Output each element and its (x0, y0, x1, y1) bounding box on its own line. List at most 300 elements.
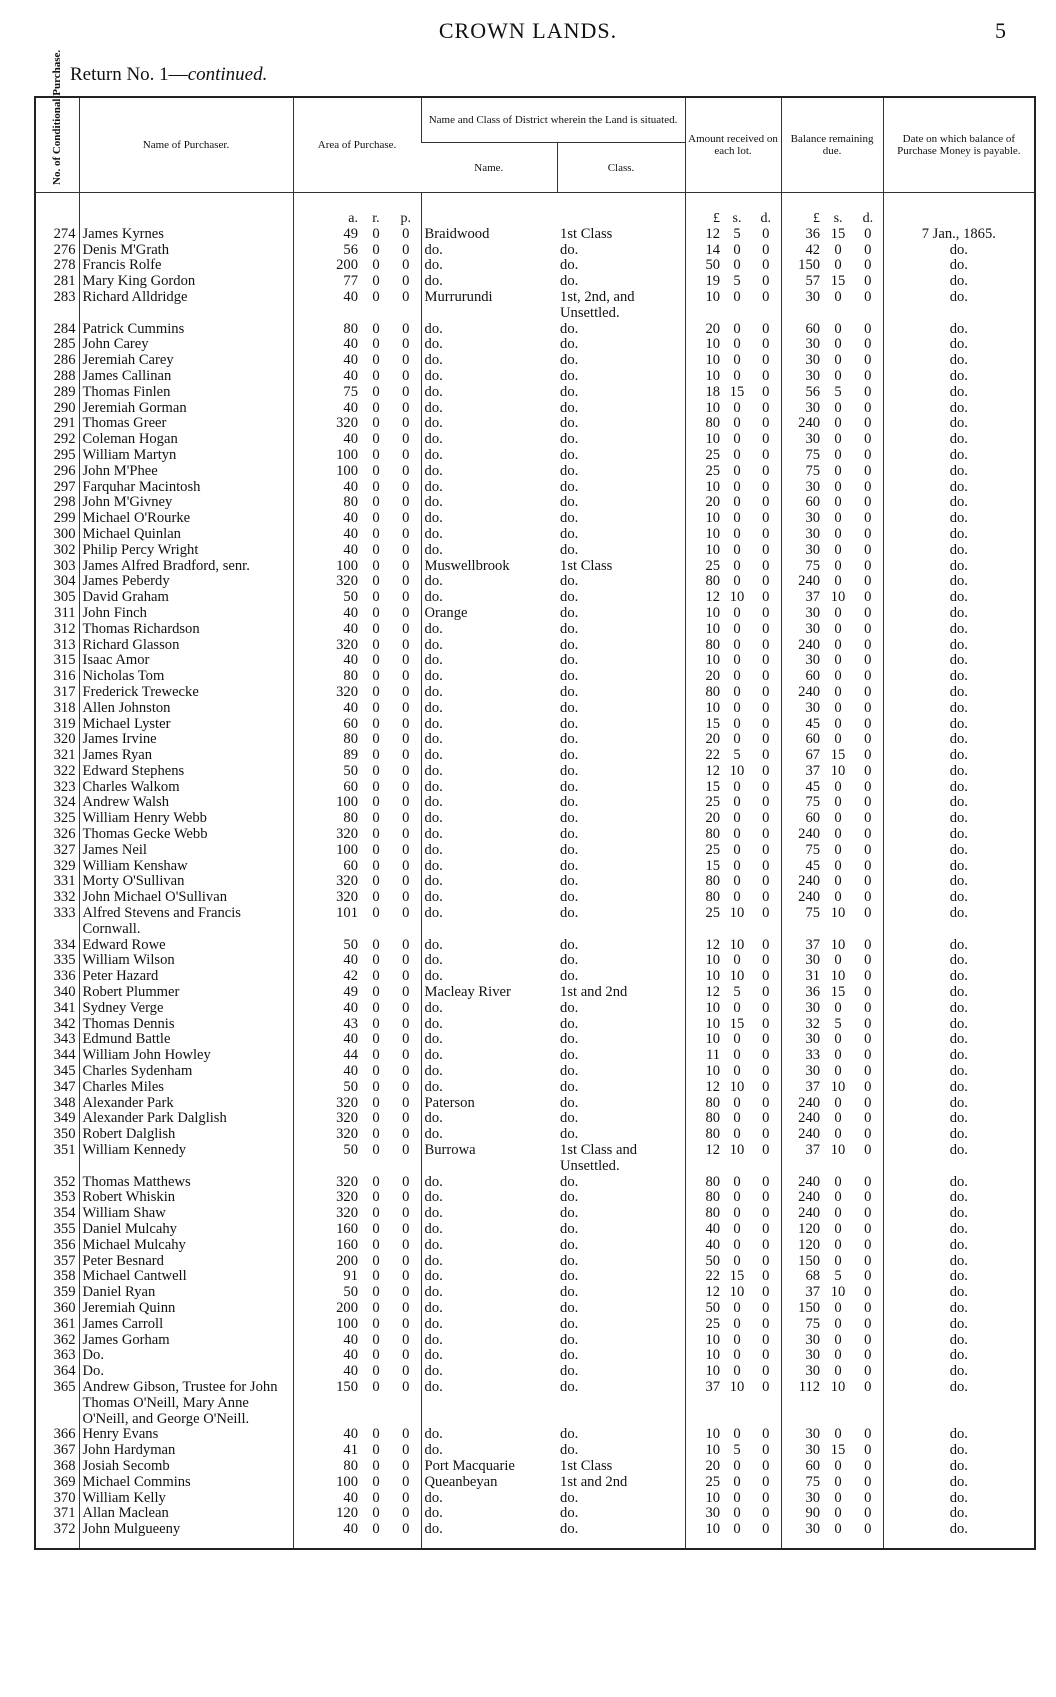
area-acres: 200 (293, 258, 361, 274)
balance-pounds: 30 (781, 1064, 823, 1080)
district-name: do. (421, 1348, 557, 1364)
balance-pence: 0 (864, 1364, 872, 1380)
due-date: do. (883, 1175, 1035, 1191)
area-perches: 0 (402, 716, 410, 732)
district-class: do. (560, 1253, 579, 1269)
district-name: do. (421, 243, 557, 259)
balance-pounds: 30 (781, 337, 823, 353)
district-name: do. (421, 1427, 557, 1443)
area-perches: 0 (402, 906, 410, 922)
area-perches: 0 (402, 1095, 410, 1111)
balance-pence: 0 (864, 669, 872, 685)
purchase-number: 348 (53, 1095, 76, 1111)
balance-pence: 0 (864, 1285, 872, 1301)
district-name: Braidwood (421, 227, 557, 243)
table-row (35, 448, 1035, 464)
district-name: Orange (421, 606, 557, 622)
purchaser-name: Richard Glasson (79, 638, 293, 654)
district-name: do. (421, 717, 557, 733)
purchaser-name: Michael Lyster (79, 717, 293, 733)
area-roods: 0 (372, 242, 380, 258)
balance-pounds: 240 (781, 874, 823, 890)
purchaser-name: James Alfred Bradford, senr. (79, 559, 293, 575)
area-acres: 40 (293, 1522, 361, 1549)
amount-pounds: 12 (685, 985, 723, 1001)
amount-pounds: 10 (685, 511, 723, 527)
area-roods: 0 (372, 716, 380, 732)
amount-pence: 0 (762, 1522, 770, 1538)
purchase-number: 316 (53, 669, 76, 685)
amount-pence: 0 (762, 384, 770, 400)
balance-pence: 0 (864, 906, 872, 922)
table-row (35, 1017, 1035, 1033)
amount-pounds: 20 (685, 811, 723, 827)
balance-pounds: 30 (781, 1333, 823, 1349)
amount-pence: 0 (762, 1443, 770, 1459)
due-date: do. (883, 780, 1035, 796)
amount-shillings: 0 (733, 1222, 741, 1237)
balance-pounds: 31 (781, 969, 823, 985)
purchaser-name: James Gorham (79, 1333, 293, 1349)
balance-shillings: 10 (830, 937, 846, 953)
amount-pounds: 12 (685, 1143, 723, 1175)
district-class: 1st Class and Unsettled. (560, 1143, 638, 1174)
amount-pence: 0 (762, 811, 770, 827)
balance-shillings: 0 (834, 542, 842, 558)
area-acres: 40 (293, 953, 361, 969)
balance-shillings: 0 (834, 337, 842, 353)
amount-pence: 0 (762, 684, 770, 700)
table-row (35, 480, 1035, 496)
district-class: do. (560, 1064, 579, 1080)
district-name: do. (421, 732, 557, 748)
table-row (35, 322, 1035, 338)
district-name: do. (421, 827, 557, 843)
amount-pounds: 10 (685, 622, 723, 638)
due-date: do. (883, 1317, 1035, 1333)
amount-shillings: 0 (733, 1253, 741, 1269)
purchaser-name: Sydney Verge (79, 1001, 293, 1017)
table-row (35, 1096, 1035, 1112)
area-acres: 320 (293, 638, 361, 654)
balance-pounds: 60 (781, 811, 823, 827)
unit-pounds-received: £ (685, 193, 723, 227)
area-roods: 0 (372, 1095, 380, 1111)
amount-shillings: 0 (733, 605, 741, 621)
due-date: do. (883, 590, 1035, 606)
district-class: do. (560, 890, 579, 906)
header-district: Name and Class of District wherein the Land is situated. (421, 97, 685, 143)
amount-pence: 0 (762, 1285, 770, 1301)
amount-shillings: 0 (733, 1206, 741, 1222)
area-roods: 0 (372, 1443, 380, 1459)
balance-shillings: 0 (834, 400, 842, 416)
balance-pounds: 150 (781, 1301, 823, 1317)
area-perches: 0 (402, 1127, 410, 1143)
amount-pounds: 20 (685, 1459, 723, 1475)
area-acres: 40 (293, 701, 361, 717)
due-date: do. (883, 953, 1035, 969)
purchaser-name: Michael Commins (79, 1475, 293, 1491)
district-class: 1st Class (560, 226, 613, 242)
table-row (35, 385, 1035, 401)
area-acres: 200 (293, 1301, 361, 1317)
area-acres: 320 (293, 574, 361, 590)
amount-pounds: 25 (685, 559, 723, 575)
balance-pence: 0 (864, 416, 872, 432)
amount-pence: 0 (762, 1095, 770, 1111)
area-acres: 77 (293, 274, 361, 290)
table-row (35, 1301, 1035, 1317)
purchase-number: 295 (53, 447, 76, 463)
table-row (35, 890, 1035, 906)
amount-shillings: 0 (733, 1064, 741, 1080)
area-perches: 0 (402, 368, 410, 384)
balance-pence: 0 (864, 479, 872, 495)
area-roods: 0 (372, 700, 380, 716)
balance-pence: 0 (864, 1127, 872, 1143)
district-class: do. (560, 353, 579, 369)
amount-pence: 0 (762, 1253, 770, 1269)
purchase-number: 347 (53, 1079, 76, 1095)
area-acres: 320 (293, 1096, 361, 1112)
area-roods: 0 (372, 463, 380, 479)
unit-acres: a. (293, 193, 361, 227)
amount-shillings: 0 (733, 827, 741, 843)
amount-shillings: 0 (733, 289, 741, 305)
balance-shillings: 0 (834, 258, 842, 274)
area-roods: 0 (372, 969, 380, 985)
area-acres: 56 (293, 243, 361, 259)
amount-shillings: 0 (733, 842, 741, 858)
balance-pence: 0 (864, 400, 872, 416)
district-class: do. (560, 479, 579, 495)
balance-shillings: 0 (834, 605, 842, 621)
area-roods: 0 (372, 1348, 380, 1364)
area-acres: 50 (293, 764, 361, 780)
district-name: do. (421, 669, 557, 685)
area-acres: 100 (293, 1317, 361, 1333)
purchase-number: 360 (53, 1300, 76, 1316)
district-class: do. (560, 1443, 579, 1459)
district-name: do. (421, 448, 557, 464)
amount-shillings: 10 (729, 969, 745, 985)
purchase-number: 356 (53, 1237, 76, 1253)
purchaser-name: William Kennedy (79, 1143, 293, 1175)
purchaser-name: John M'Givney (79, 495, 293, 511)
amount-pounds: 80 (685, 827, 723, 843)
due-date: do. (883, 985, 1035, 1001)
area-acres: 320 (293, 1111, 361, 1127)
purchase-number: 370 (53, 1490, 76, 1506)
balance-shillings: 0 (834, 1458, 842, 1474)
balance-pence: 0 (864, 858, 872, 874)
balance-pounds: 60 (781, 495, 823, 511)
purchase-number: 353 (53, 1190, 76, 1206)
balance-shillings: 5 (834, 1269, 842, 1285)
area-roods: 0 (372, 1174, 380, 1190)
purchaser-name: Henry Evans (79, 1427, 293, 1443)
amount-pounds: 20 (685, 732, 723, 748)
amount-shillings: 0 (733, 890, 741, 906)
amount-shillings: 10 (729, 1143, 745, 1159)
district-name: do. (421, 890, 557, 906)
balance-pence: 0 (864, 337, 872, 353)
district-class: do. (560, 1490, 579, 1506)
balance-pence: 0 (864, 1506, 872, 1522)
table-row (35, 227, 1035, 243)
area-roods: 0 (372, 621, 380, 637)
header-due-date: Date on which balance of Purchase Money is payable. (883, 97, 1035, 193)
balance-pence: 0 (864, 447, 872, 463)
district-name: do. (421, 1222, 557, 1238)
area-acres: 40 (293, 1032, 361, 1048)
balance-pounds: 30 (781, 622, 823, 638)
amount-pence: 0 (762, 1506, 770, 1522)
balance-pounds: 240 (781, 1206, 823, 1222)
district-class: do. (560, 700, 579, 716)
district-name: do. (421, 464, 557, 480)
amount-pounds: 14 (685, 243, 723, 259)
purchaser-name: Robert Plummer (79, 985, 293, 1001)
balance-shillings: 0 (834, 637, 842, 653)
balance-shillings: 0 (834, 874, 842, 890)
area-roods: 0 (372, 526, 380, 542)
district-class: do. (560, 953, 579, 969)
amount-shillings: 0 (733, 1095, 741, 1111)
purchaser-name: William Shaw (79, 1206, 293, 1222)
table-row (35, 1254, 1035, 1270)
balance-shillings: 0 (834, 479, 842, 495)
area-roods: 0 (372, 416, 380, 432)
district-name: do. (421, 511, 557, 527)
amount-pence: 0 (762, 1206, 770, 1222)
due-date: do. (883, 511, 1035, 527)
purchaser-name: Robert Dalglish (79, 1127, 293, 1143)
balance-pence: 0 (864, 511, 872, 527)
amount-shillings: 0 (733, 353, 741, 369)
area-roods: 0 (372, 985, 380, 1001)
area-perches: 0 (402, 969, 410, 985)
amount-pence: 0 (762, 1048, 770, 1064)
due-date: do. (883, 574, 1035, 590)
due-date: do. (883, 1269, 1035, 1285)
balance-pence: 0 (864, 1032, 872, 1048)
purchaser-name: William Wilson (79, 953, 293, 969)
district-class: do. (560, 511, 579, 527)
purchase-number: 335 (53, 953, 76, 969)
amount-shillings: 0 (733, 1127, 741, 1143)
balance-pounds: 240 (781, 1175, 823, 1191)
district-class: do. (560, 1300, 579, 1316)
area-roods: 0 (372, 368, 380, 384)
table-row (35, 1269, 1035, 1285)
table-row (35, 969, 1035, 985)
balance-shillings: 0 (834, 1300, 842, 1316)
balance-pounds: 33 (781, 1048, 823, 1064)
area-acres: 320 (293, 1175, 361, 1191)
area-perches: 0 (402, 1143, 410, 1159)
balance-pounds: 37 (781, 1080, 823, 1096)
area-roods: 0 (372, 1269, 380, 1285)
balance-pounds: 240 (781, 1111, 823, 1127)
balance-pounds: 56 (781, 385, 823, 401)
amount-shillings: 0 (733, 732, 741, 748)
due-date: do. (883, 1380, 1035, 1427)
area-perches: 0 (402, 1032, 410, 1048)
area-perches: 0 (402, 621, 410, 637)
amount-pounds: 80 (685, 1206, 723, 1222)
area-acres: 40 (293, 622, 361, 638)
purchase-number: 290 (53, 400, 76, 416)
table-row (35, 1317, 1035, 1333)
balance-pounds: 37 (781, 1143, 823, 1175)
area-perches: 0 (402, 1064, 410, 1080)
balance-pence: 0 (864, 1458, 872, 1474)
amount-pounds: 50 (685, 1254, 723, 1270)
area-roods: 0 (372, 953, 380, 969)
purchaser-name: Coleman Hogan (79, 432, 293, 448)
purchase-number: 292 (53, 432, 76, 448)
amount-pounds: 12 (685, 227, 723, 243)
amount-shillings: 0 (733, 368, 741, 384)
area-perches: 0 (402, 874, 410, 890)
area-roods: 0 (372, 1016, 380, 1032)
area-perches: 0 (402, 1237, 410, 1253)
purchaser-name: William Martyn (79, 448, 293, 464)
area-roods: 0 (372, 779, 380, 795)
area-perches: 0 (402, 289, 410, 305)
balance-pence: 0 (864, 542, 872, 558)
purchaser-name: Michael Quinlan (79, 527, 293, 543)
district-name: do. (421, 874, 557, 890)
amount-pence: 0 (762, 590, 770, 606)
area-acres: 60 (293, 717, 361, 733)
area-perches: 0 (402, 937, 410, 953)
purchase-number: 369 (53, 1474, 76, 1490)
table-row (35, 1032, 1035, 1048)
area-acres: 160 (293, 1222, 361, 1238)
purchase-number: 334 (53, 937, 76, 953)
area-acres: 101 (293, 906, 361, 938)
due-date: do. (883, 938, 1035, 954)
balance-shillings: 0 (834, 858, 842, 874)
table-row (35, 1443, 1035, 1459)
amount-shillings: 0 (733, 653, 741, 669)
district-class: do. (560, 1427, 579, 1443)
amount-shillings: 5 (733, 274, 741, 290)
amount-pence: 0 (762, 1032, 770, 1048)
area-perches: 0 (402, 700, 410, 716)
district-class: do. (560, 1095, 579, 1111)
purchaser-name: Edmund Battle (79, 1032, 293, 1048)
area-acres: 91 (293, 1269, 361, 1285)
purchaser-name: William John Howley (79, 1048, 293, 1064)
purchaser-name: Alexander Park Dalglish (79, 1111, 293, 1127)
area-acres: 320 (293, 874, 361, 890)
district-class: do. (560, 1048, 579, 1064)
area-acres: 320 (293, 685, 361, 701)
purchaser-name: Mary King Gordon (79, 274, 293, 290)
balance-pounds: 60 (781, 732, 823, 748)
area-roods: 0 (372, 432, 380, 448)
district-name: do. (421, 432, 557, 448)
district-name: do. (421, 1301, 557, 1317)
balance-shillings: 0 (834, 1364, 842, 1380)
balance-shillings: 0 (834, 447, 842, 463)
amount-shillings: 0 (733, 526, 741, 542)
amount-shillings: 0 (733, 337, 741, 353)
purchaser-name: Michael O'Rourke (79, 511, 293, 527)
district-class: do. (560, 1079, 579, 1095)
district-name: do. (421, 859, 557, 875)
due-date: do. (883, 1143, 1035, 1175)
balance-shillings: 0 (834, 432, 842, 448)
area-roods: 0 (372, 1000, 380, 1016)
district-class: do. (560, 1316, 579, 1332)
balance-pounds: 75 (781, 795, 823, 811)
amount-pounds: 40 (685, 1222, 723, 1238)
area-roods: 0 (372, 1206, 380, 1222)
purchaser-name: Jeremiah Gorman (79, 401, 293, 417)
amount-shillings: 0 (733, 953, 741, 969)
balance-pence: 0 (864, 748, 872, 764)
district-class: do. (560, 732, 579, 748)
balance-pounds: 37 (781, 938, 823, 954)
purchase-number: 285 (53, 337, 76, 353)
area-acres: 50 (293, 1143, 361, 1175)
balance-shillings: 0 (834, 669, 842, 685)
table-row (35, 1001, 1035, 1017)
purchase-number: 321 (53, 748, 76, 764)
due-date: do. (883, 448, 1035, 464)
balance-pounds: 45 (781, 859, 823, 875)
purchase-number: 364 (53, 1364, 76, 1380)
due-date: do. (883, 274, 1035, 290)
amount-pounds: 10 (685, 337, 723, 353)
amount-pounds: 10 (685, 1001, 723, 1017)
district-name: Murrurundi (421, 290, 557, 322)
area-roods: 0 (372, 748, 380, 764)
amount-pounds: 10 (685, 480, 723, 496)
due-date: do. (883, 1096, 1035, 1112)
area-acres: 40 (293, 543, 361, 559)
due-date: do. (883, 385, 1035, 401)
header-amount-received: Amount received on each lot. (685, 97, 781, 193)
amount-pence: 0 (762, 1332, 770, 1348)
table-row (35, 353, 1035, 369)
balance-pence: 0 (864, 1064, 872, 1080)
due-date: do. (883, 322, 1035, 338)
district-class: do. (560, 811, 579, 827)
amount-shillings: 0 (733, 1032, 741, 1048)
area-acres: 200 (293, 1254, 361, 1270)
area-acres: 50 (293, 1285, 361, 1301)
area-roods: 0 (372, 1458, 380, 1474)
district-class: do. (560, 274, 579, 290)
district-name: do. (421, 527, 557, 543)
district-name: do. (421, 337, 557, 353)
area-perches: 0 (402, 1300, 410, 1316)
purchase-number: 291 (53, 416, 76, 432)
purchase-number: 284 (53, 321, 76, 337)
amount-shillings: 0 (733, 1190, 741, 1206)
table-row (35, 1348, 1035, 1364)
purchaser-name: Peter Hazard (79, 969, 293, 985)
purchaser-name: Jeremiah Carey (79, 353, 293, 369)
purchaser-name: Jeremiah Quinn (79, 1301, 293, 1317)
area-acres: 60 (293, 859, 361, 875)
